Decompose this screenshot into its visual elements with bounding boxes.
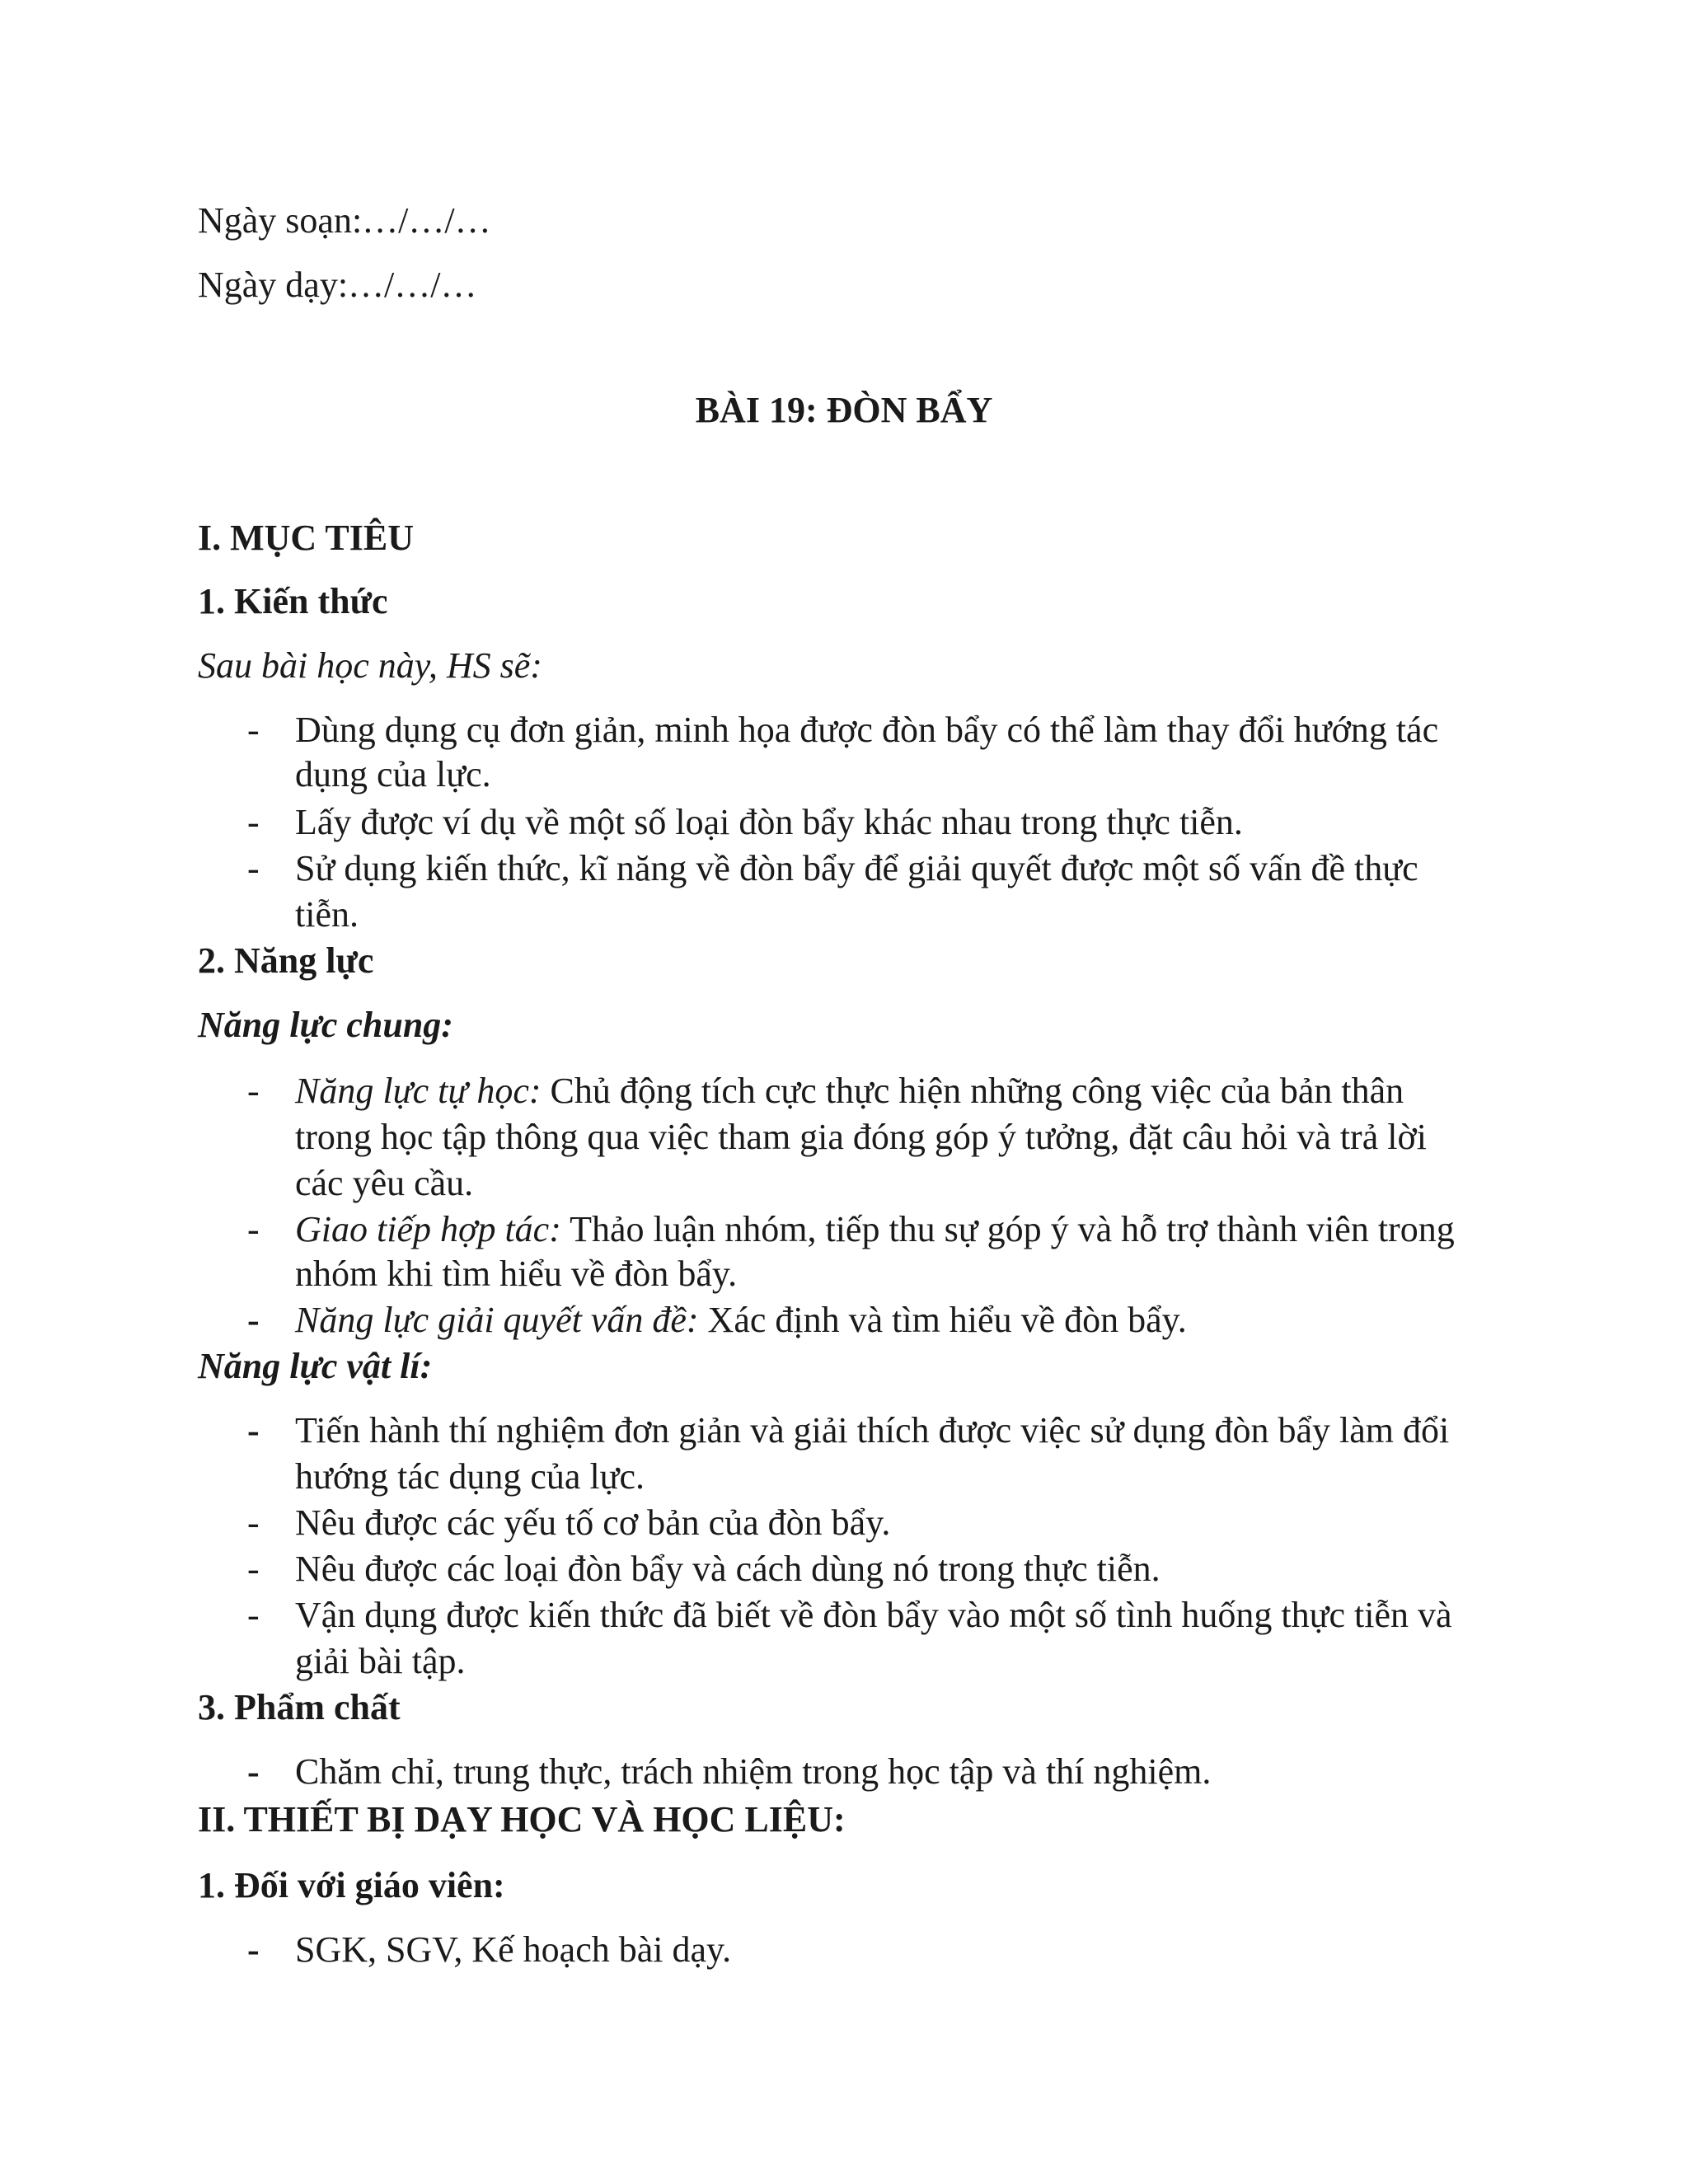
knowledge-item: Dùng dụng cụ đơn giản, minh họa được đòn bẩy có thể làm thay đổi hướng tác [295,710,1439,750]
lesson-title: BÀI 19: ĐÒN BẨY [695,390,993,430]
competency-text: Chủ động tích cực thực hiện những công việc của bản thân [541,1071,1404,1111]
general-competency-heading: Năng lực chung: [198,1005,453,1045]
bullet-marker: - [247,802,260,842]
competency-heading: 2. Năng lực [198,940,374,981]
bullet-marker: - [247,1300,260,1340]
physics-competency-item: hướng tác dụng của lực. [295,1456,645,1497]
general-competency-item: các yêu cầu. [295,1163,474,1203]
bullet-marker: - [247,1929,260,1970]
bullet-marker: - [247,1751,260,1792]
physics-competency-item: Nêu được các yếu tố cơ bản của đòn bẩy. [295,1502,891,1543]
knowledge-intro: Sau bài học này, HS sẽ: [198,645,542,686]
bullet-marker: - [247,710,260,750]
section2-heading: II. THIẾT BỊ DẠY HỌC VÀ HỌC LIỆU: [198,1799,846,1840]
teacher-heading: 1. Đối với giáo viên: [198,1865,505,1905]
knowledge-heading: 1. Kiến thức [198,581,388,621]
qualities-heading: 3. Phẩm chất [198,1687,401,1727]
bullet-marker: - [247,1549,260,1589]
competency-text: Thảo luận nhóm, tiếp thu sự góp ý và hỗ trợ thành viên trong [560,1209,1455,1249]
competency-text: Xác định và tìm hiểu về đòn bẩy. [698,1300,1187,1340]
date-taught: Ngày dạy:…/…/… [198,265,477,305]
knowledge-item: dụng của lực. [295,754,491,794]
general-competency-item [295,1297,1187,1343]
competency-label: Năng lực giải quyết vấn đề: [295,1300,699,1340]
competency-label: Giao tiếp hợp tác: [295,1209,561,1249]
physics-competency-item: Tiến hành thí nghiệm đơn giản và giải thích được việc sử dụng đòn bẩy làm đổi [295,1410,1450,1451]
knowledge-item: Lấy được ví dụ về một số loại đòn bẩy khác nhau trong thực tiễn. [295,802,1243,842]
bullet-marker: - [247,1410,260,1451]
general-competency-item [295,1068,1404,1114]
general-competency-item: nhóm khi tìm hiểu về đòn bẩy. [295,1254,738,1294]
bullet-marker: - [247,1209,260,1249]
physics-competency-heading: Năng lực vật lí: [198,1346,433,1386]
section1-heading: I. MỤC TIÊU [198,518,415,558]
knowledge-item: Sử dụng kiến thức, kĩ năng về đòn bẩy để giải quyết được một số vấn đề thực [295,848,1418,888]
physics-competency-item: giải bài tập. [295,1641,466,1681]
general-competency-item [295,1207,1455,1253]
physics-competency-item: Nêu được các loại đòn bẩy và cách dùng nó trong thực tiễn. [295,1549,1160,1589]
bullet-marker: - [247,1595,260,1635]
date-prepared: Ngày soạn:…/…/… [198,200,491,241]
bullet-marker: - [247,848,260,888]
qualities-item: Chăm chỉ, trung thực, trách nhiệm trong học tập và thí nghiệm. [295,1751,1212,1792]
bullet-marker: - [247,1502,260,1543]
knowledge-item: tiễn. [295,894,359,935]
general-competency-item: trong học tập thông qua việc tham gia đóng góp ý tưởng, đặt câu hỏi và trả lời [295,1117,1427,1157]
competency-label: Năng lực tự học: [295,1071,542,1111]
bullet-marker: - [247,1071,260,1111]
teacher-item: SGK, SGV, Kế hoạch bài dạy. [295,1929,732,1970]
physics-competency-item: Vận dụng được kiến thức đã biết về đòn bẩy vào một số tình huống thực tiễn và [295,1595,1452,1635]
